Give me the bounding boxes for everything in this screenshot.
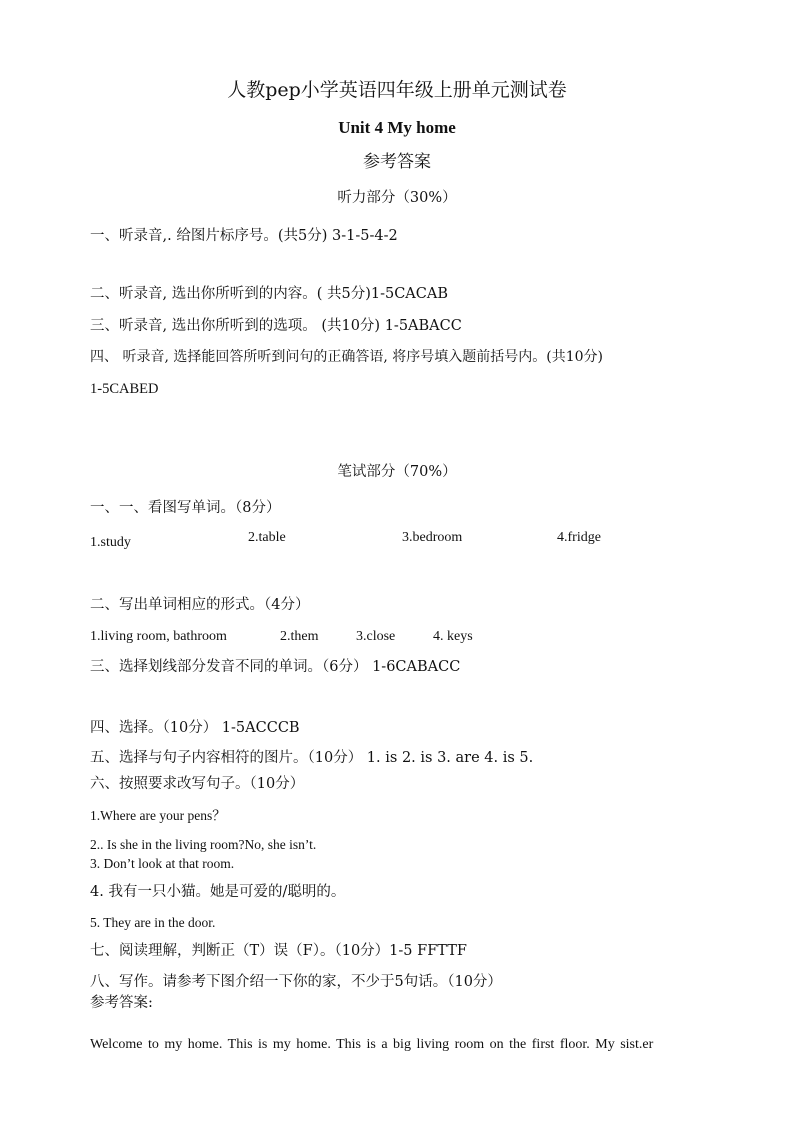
writing-s7: 七、阅读理解，判断正（T）误（F）。（10分）1-5 FFTTF xyxy=(90,943,467,959)
s2-answer-3: 3.close xyxy=(356,629,396,644)
writing-s2-title: 二、写出单词相应的形式。（4分） xyxy=(90,597,310,613)
s6-item-2: 2.. Is she in the living room?No, she isn’t. xyxy=(90,837,317,852)
listening-q1: 一、听录音,. 给图片标序号。(共5分) 3-1-5-4-2 xyxy=(90,228,398,244)
listening-q4-answer: 1-5CABED xyxy=(90,381,159,397)
listening-q3: 三、听录音, 选出你所听到的选项。 (共10分) 1-5ABACC xyxy=(90,318,462,334)
writing-s3: 三、选择划线部分发音不同的单词。（6分） 1-6CABACC xyxy=(90,659,461,675)
s6-item-4: 4. 我有一只小猫。她是可爱的/聪明的。 xyxy=(90,884,346,900)
writing-s8-title: 八、写作。请参考下图介绍一下你的家，不少于5句话。（10分） xyxy=(90,974,502,990)
s2-answer-2: 2.them xyxy=(280,629,319,644)
s1-word-2: 2.table xyxy=(248,530,286,545)
listening-q2: 二、听录音, 选出你所听到的内容。( 共5分)1-5CACAB xyxy=(90,286,449,302)
s2-answer-1: 1.living room, bathroom xyxy=(90,629,227,644)
s1-word-1: 1.study xyxy=(90,535,131,550)
s1-word-4: 4.fridge xyxy=(557,530,601,545)
writing-heading: 笔试部分（70%） xyxy=(337,464,457,480)
s1-word-3: 3.bedroom xyxy=(402,530,463,545)
writing-s4: 四、选择。（10分） 1-5ACCCB xyxy=(90,720,300,736)
answer-heading: 参考答案 xyxy=(363,152,431,172)
writing-s1-title: 一、一、看图写单词。（8分） xyxy=(90,500,281,516)
listening-q4: 四、 听录音, 选择能回答所听到问句的正确答语, 将序号填入题前括号内。(共10分) xyxy=(90,349,603,365)
writing-s6-title: 六、按照要求改写句子。（10分） xyxy=(90,776,305,792)
exam-title: 人教pep小学英语四年级上册单元测试卷 xyxy=(227,79,567,101)
writing-s5: 五、选择与句子内容相符的图片。（10分） 1. is 2. is 3. are 4. is 5. xyxy=(90,750,534,766)
s6-item-1: 1.Where are your pens？ xyxy=(90,808,226,823)
listening-heading: 听力部分（30%） xyxy=(337,190,457,206)
writing-s8-essay: Welcome to my home. This is my home. This is a big living room on the first floor. My sist.er xyxy=(90,1037,654,1052)
s6-item-3: 3. Don’t look at that room. xyxy=(90,856,235,871)
unit-title: Unit 4 My home xyxy=(338,118,456,137)
s6-item-5: 5. They are in the door. xyxy=(90,915,216,930)
writing-s8-ref: 参考答案: xyxy=(90,995,153,1011)
s2-answer-4: 4. keys xyxy=(433,629,473,644)
